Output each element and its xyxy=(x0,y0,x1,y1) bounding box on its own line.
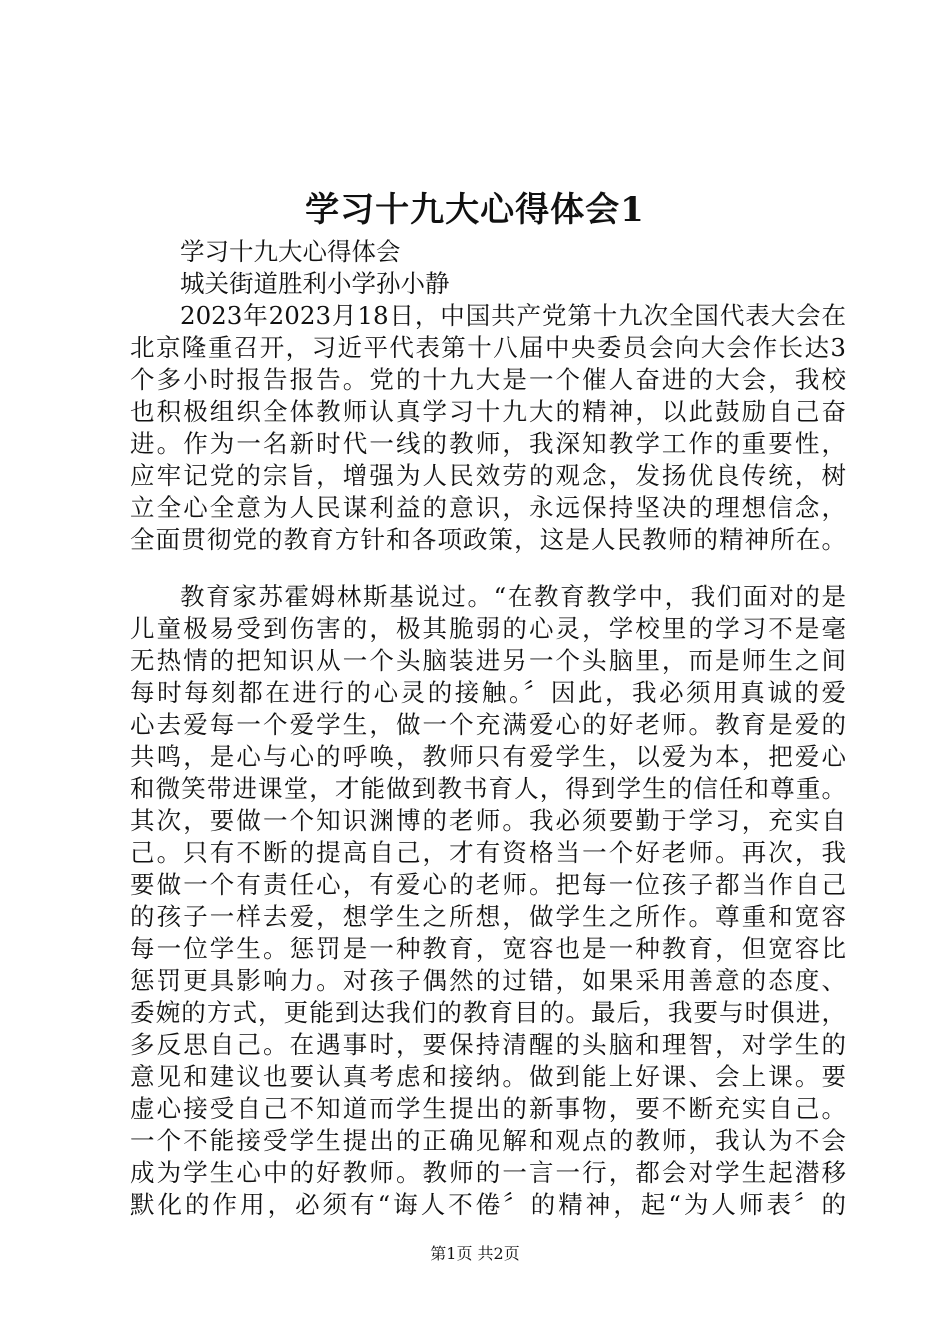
paragraph-2 xyxy=(130,581,846,1221)
paragraph-line: 进。作为一名新时代一线的教师，我深知教学工作的重要性， xyxy=(130,429,846,458)
document-title: 学习十九大心得体会1 xyxy=(305,190,645,230)
paragraph-gap xyxy=(130,556,846,581)
paragraph-line: 虚心接受自己不知道而学生提出的新事物，要不断充实自己。 xyxy=(130,1094,846,1123)
paragraph-line: 多反思自己。在遇事时，要保持清醒的头脑和理智，对学生的 xyxy=(130,1030,846,1059)
paragraph-line: 的孩子一样去爱，想学生之所想，做学生之所作。尊重和宽容 xyxy=(130,902,846,931)
paragraph-line: 2023年2023月18日，中国共产党第十九次全国代表大会在 xyxy=(180,301,846,330)
paragraph-line: 默化的作用，必须有“诲人不倦〞的精神，起“为人师表〞的 xyxy=(130,1190,846,1219)
paragraph-line: 共鸣，是心与心的呼唤，教师只有爱学生，以爱为本，把爱心 xyxy=(130,742,846,771)
paragraph-line: 惩罚更具影响力。对孩子偶然的过错，如果采用善意的态度、 xyxy=(130,966,846,995)
paragraph-line: 要做一个有责任心，有爱心的老师。把每一位孩子都当作自己 xyxy=(130,870,846,899)
paragraph-line: 无热情的把知识从一个头脑装进另一个头脑里，而是师生之间 xyxy=(130,646,846,675)
paragraph-line: 一个不能接受学生提出的正确见解和观点的教师，我认为不会 xyxy=(130,1126,846,1155)
paragraph-line: 意见和建议也要认真考虑和接纳。做到能上好课、会上课。要 xyxy=(130,1062,846,1091)
paragraph-line: 委婉的方式，更能到达我们的教育目的。最后，我要与时俱进， xyxy=(130,998,846,1027)
paragraph-line: 己。只有不断的提高自己，才有资格当一个好老师。再次，我 xyxy=(130,838,846,867)
paragraph-line: 心去爱每一个爱学生，做一个充满爱心的好老师。教育是爱的 xyxy=(130,710,846,739)
paragraph-line: 每一位学生。惩罚是一种教育，宽容也是一种教育，但宽容比 xyxy=(130,934,846,963)
paragraph-line: 也积极组织全体教师认真学习十九大的精神，以此鼓励自己奋 xyxy=(130,397,846,426)
document-body xyxy=(130,236,846,1221)
subtitle-line: 学习十九大心得体会 xyxy=(180,237,401,266)
paragraph-line: 教育家苏霍姆林斯基说过。“在教育教学中，我们面对的是 xyxy=(180,582,846,611)
paragraph-line: 成为学生心中的好教师。教师的一言一行，都会对学生起潜移 xyxy=(130,1158,846,1187)
paragraph-line: 和微笑带进课堂，才能做到教书育人，得到学生的信任和尊重。 xyxy=(130,774,846,803)
author-line: 城关街道胜利小学孙小静 xyxy=(180,269,450,298)
paragraph-line: 全面贯彻党的教育方针和各项政策，这是人民教师的精神所在。 xyxy=(130,525,846,554)
paragraph-line: 应牢记党的宗旨，增强为人民效劳的观念，发扬优良传统，树 xyxy=(130,461,846,490)
paragraph-line: 每时每刻都在进行的心灵的接触。〞因此，我必须用真诚的爱 xyxy=(130,678,846,707)
paragraph-line: 北京隆重召开，习近平代表第十八届中央委员会向大会作长达3 xyxy=(130,333,846,362)
paragraph-line: 儿童极易受到伤害的，极其脆弱的心灵，学校里的学习不是毫 xyxy=(130,614,846,643)
paragraph-line: 个多小时报告报告。党的十九大是一个催人奋进的大会，我校 xyxy=(130,365,846,394)
paragraph-line: 立全心全意为人民谋利益的意识，永远保持坚决的理想信念， xyxy=(130,493,846,522)
paragraph-line: 其次，要做一个知识渊博的老师。我必须要勤于学习，充实自 xyxy=(130,806,846,835)
page-number-footer: 第1页 共2页 xyxy=(430,1244,520,1263)
paragraph-1 xyxy=(130,300,846,556)
